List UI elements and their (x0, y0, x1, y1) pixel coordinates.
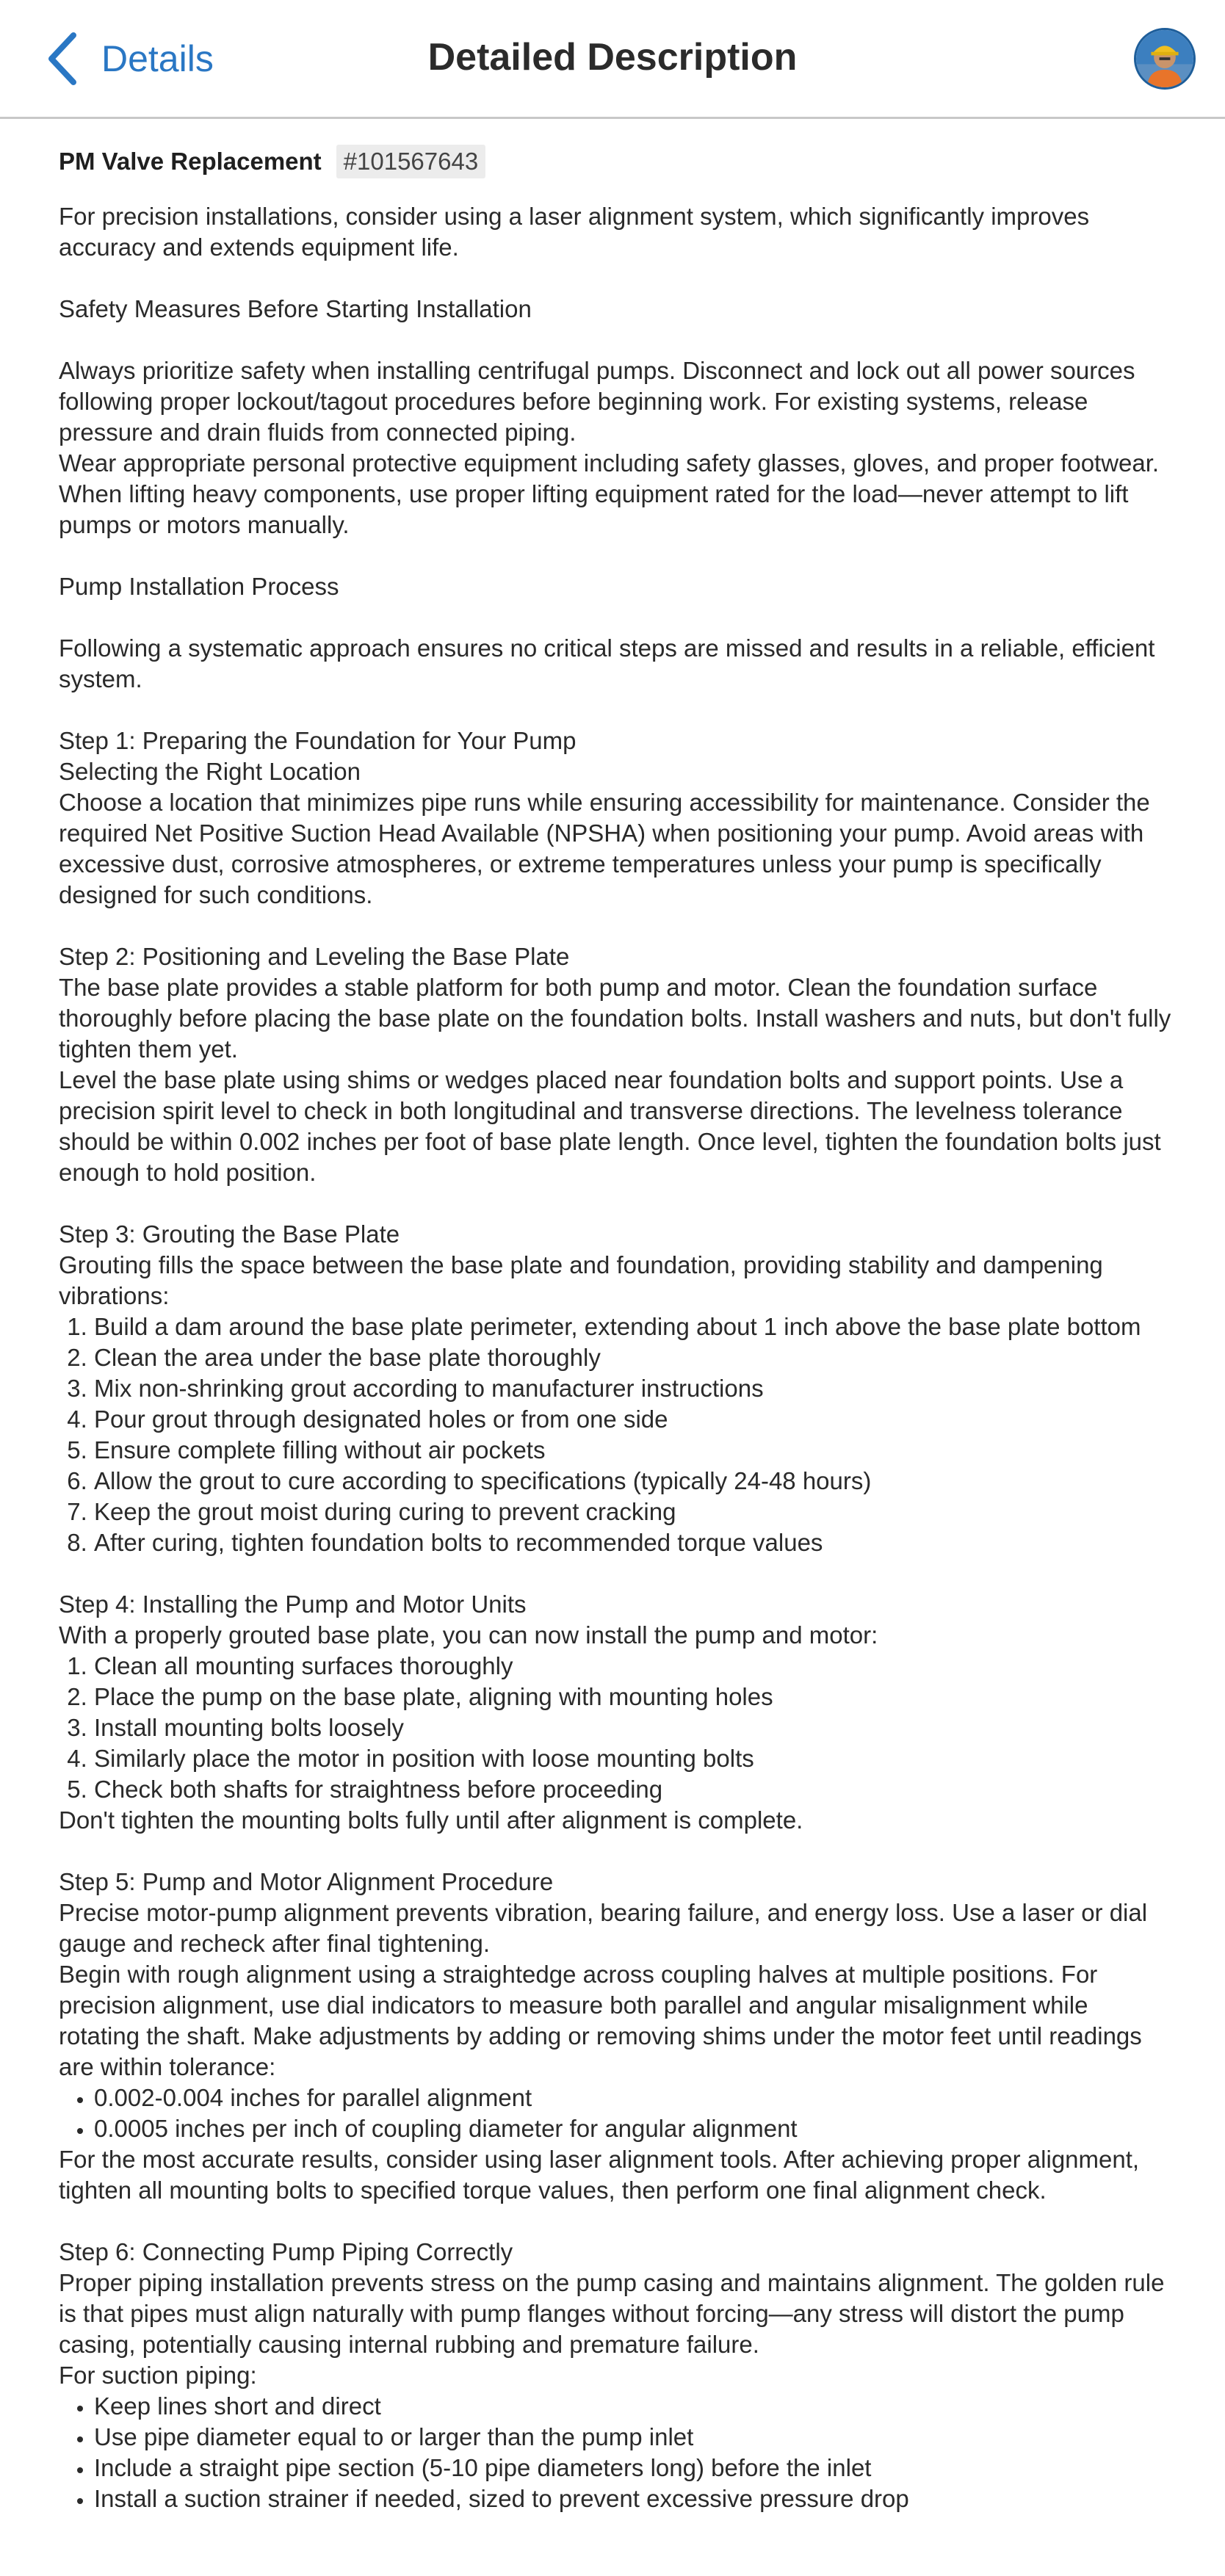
paragraph: Precise motor-pump alignment prevents vibration, bearing failure, and energy loss. Use a laser or dial gauge and recheck after final tightening. (59, 1899, 1148, 1957)
top-nav-bar (0, 0, 1225, 119)
work-order-name: PM Valve Replacement (59, 148, 322, 175)
list-item: 1. Build a dam around the base plate perimeter, extending about 1 inch above the base plate bottom (94, 1311, 1175, 1342)
list-item: • Install a suction strainer if needed, sized to prevent excessive pressure drop (94, 2483, 1175, 2514)
list-item: 2. Place the pump on the base plate, aligning with mounting holes (94, 1682, 1175, 1712)
page-title: Detailed Description (427, 36, 798, 79)
list-item: 1. Clean all mounting surfaces thoroughly (94, 1651, 1175, 1682)
avatar[interactable] (1134, 28, 1196, 90)
step-heading: Step 6: Connecting Pump Piping Correctly (59, 2238, 513, 2265)
step-heading: Step 4: Installing the Pump and Motor Units (59, 1591, 527, 1618)
section-heading: Safety Measures Before Starting Installation (59, 295, 532, 322)
list-item: 2. Clean the area under the base plate thoroughly (94, 1342, 1175, 1373)
paragraph: Choose a location that minimizes pipe runs while ensuring accessibility for maintenance. Consider the required Net Positive Suction Head Available (NPSHA) when positioning your pump. Avoid areas with excessive dust, corrosive atmospheres, or extreme temperatures unless your pump is specifically designed for such conditions. (59, 789, 1150, 908)
work-order-id-badge: #101567643 (336, 145, 486, 178)
step-heading: Step 1: Preparing the Foundation for Your Pump (59, 727, 577, 754)
bullet-list (59, 2083, 1175, 2144)
paragraph: Always prioritize safety when installing centrifugal pumps. Disconnect and lock out all power sources following proper lockout/tagout procedures before beginning work. For existing systems, release pressure and drain fluids from connected piping. (59, 357, 1135, 446)
paragraph: Don't tighten the mounting bolts fully until after alignment is complete. (59, 1806, 803, 1834)
bullet-list (59, 2391, 1175, 2514)
list-item: • Keep lines short and direct (94, 2391, 1175, 2422)
list-item: • 0.002-0.004 inches for parallel alignment (94, 2083, 1175, 2113)
paragraph: Level the base plate using shims or wedges placed near foundation bolts and support points. Use a precision spirit level to check in both longitudinal and transverse directions. The levelness tolerance should be within 0.002 inches per foot of base plate length. Once level, tighten the foundation bolts just enough to hold position. (59, 1066, 1161, 1186)
paragraph: Proper piping installation prevents stress on the pump casing and maintains alignment. The golden rule is that pipes must align naturally with pump flanges without forcing—any stress will distort the pump casing, potentially causing internal rubbing and premature failure. (59, 2269, 1165, 2358)
step-heading: Step 5: Pump and Motor Alignment Procedure (59, 1868, 554, 1895)
description-body (59, 138, 1175, 2514)
paragraph: For the most accurate results, consider using laser alignment tools. After achieving proper alignment, tighten all mounting bolts to specified torque values, then perform one final alignment check. (59, 2146, 1140, 2204)
paragraph: Wear appropriate personal protective equipment including safety glasses, gloves, and proper footwear. When lifting heavy components, use proper lifting equipment rated for the load—never attempt to lift pumps or motors manually. (59, 449, 1160, 538)
paragraph: Grouting fills the space between the base plate and foundation, providing stability and dampening vibrations: (59, 1251, 1103, 1309)
numbered-list (59, 1651, 1175, 1805)
step-heading: Step 3: Grouting the Base Plate (59, 1220, 400, 1248)
section-heading: Pump Installation Process (59, 573, 339, 600)
list-item: 8. After curing, tighten foundation bolts to recommended torque values (94, 1527, 1175, 1558)
list-item: 4. Similarly place the motor in position with loose mounting bolts (94, 1743, 1175, 1774)
paragraph: Following a systematic approach ensures no critical steps are missed and results in a reliable, efficient system. (59, 634, 1155, 692)
paragraph: For suction piping: (59, 2362, 257, 2389)
step-heading: Step 2: Positioning and Leveling the Base Plate (59, 943, 570, 970)
list-item: 5. Check both shafts for straightness before proceeding (94, 1774, 1175, 1805)
list-item: 6. Allow the grout to cure according to specifications (typically 24-48 hours) (94, 1466, 1175, 1497)
list-item: 7. Keep the grout moist during curing to prevent cracking (94, 1497, 1175, 1527)
step-subheading: Selecting the Right Location (59, 758, 361, 785)
paragraph: The base plate provides a stable platform for both pump and motor. Clean the foundation surface thoroughly before placing the base plate on the foundation bolts. Install washers and nuts, but don't fully tighten them yet. (59, 974, 1171, 1063)
intro-paragraph: For precision installations, consider using a laser alignment system, which significantly improves accuracy and extends equipment life. (59, 203, 1090, 261)
list-item: 4. Pour grout through designated holes or from one side (94, 1404, 1175, 1435)
list-item: • Include a straight pipe section (5-10 pipe diameters long) before the inlet (94, 2453, 1175, 2483)
numbered-list (59, 1311, 1175, 1558)
list-item: 3. Mix non-shrinking grout according to manufacturer instructions (94, 1373, 1175, 1404)
back-label: Details (101, 38, 214, 79)
list-item: 5. Ensure complete filling without air pockets (94, 1435, 1175, 1466)
work-order-header (59, 138, 1175, 185)
paragraph: With a properly grouted base plate, you can now install the pump and motor: (59, 1621, 878, 1649)
paragraph: Begin with rough alignment using a straightedge across coupling halves at multiple positions. For precision alignment, use dial indicators to measure both parallel and angular misalignment while rotating the shaft. Make adjustments by adding or removing shims under the motor feet until readings are within tolerance: (59, 1961, 1142, 2080)
list-item: 3. Install mounting bolts loosely (94, 1712, 1175, 1743)
list-item: • Use pipe diameter equal to or larger than the pump inlet (94, 2422, 1175, 2453)
user-avatar-icon (1136, 30, 1193, 87)
list-item: • 0.0005 inches per inch of coupling diameter for angular alignment (94, 2113, 1175, 2144)
